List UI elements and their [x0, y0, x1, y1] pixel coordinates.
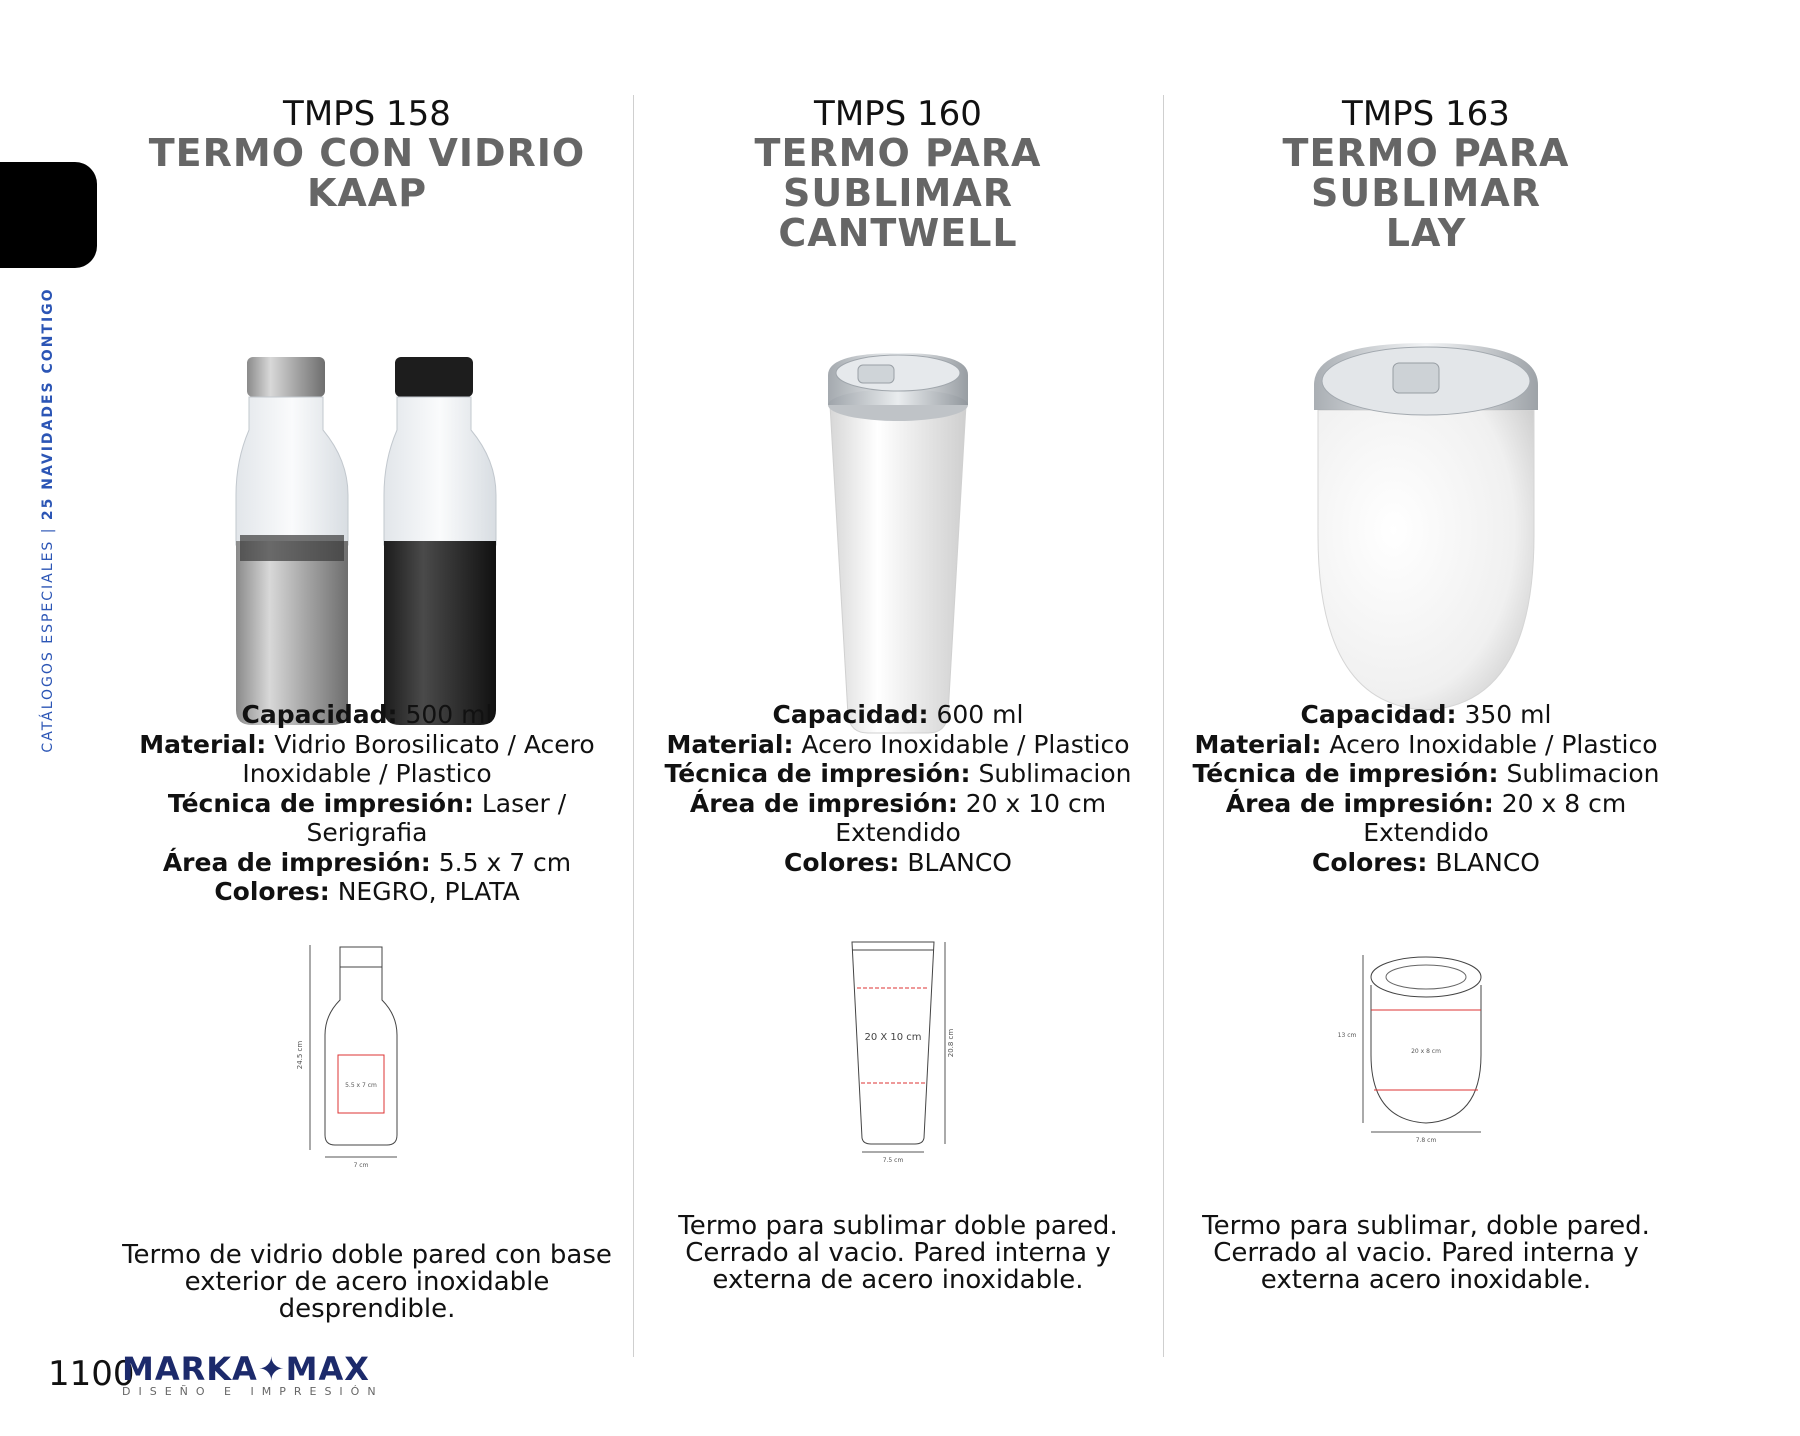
- product-description: Termo para sublimar doble pared. Cerrado al vacio. Pared interna y externa de acero inoxidable.: [678, 1211, 1118, 1295]
- spec-print-area: Área de impresión: 5.5 x 7 cm: [162, 847, 572, 877]
- spec-list: [643, 700, 1153, 877]
- drawing-width-label: 7.5 cm: [882, 1157, 904, 1164]
- drawing-height-label: 13 cm: [1337, 1032, 1357, 1039]
- product-name-line1: TERMO PARA SUBLIMAR: [1282, 131, 1570, 215]
- product-photo: [112, 245, 622, 755]
- section-label-bold: 25 NAVIDADES CONTIGO: [40, 287, 56, 521]
- product-card-tmps-158: [112, 95, 622, 1355]
- product-name-line1: TERMO PARA SUBLIMAR: [754, 131, 1042, 215]
- spec-capacity: Capacidad: 350 ml: [1300, 700, 1552, 729]
- spec-colors: Colores: BLANCO: [1312, 847, 1540, 877]
- product-name-line2: LAY: [1385, 211, 1467, 255]
- spec-technique: Técnica de impresión: Sublimacion: [664, 759, 1132, 788]
- drawing-width-label: 7 cm: [353, 1162, 369, 1169]
- side-tab: [0, 162, 97, 268]
- product-name-line2: KAAP: [306, 171, 428, 215]
- spec-colors: Colores: BLANCO: [784, 847, 1012, 877]
- spec-capacity: Capacidad: 500 ml: [241, 700, 493, 729]
- product-name-line2: CANTWELL: [778, 211, 1018, 255]
- product-code: TMPS 160: [814, 94, 982, 134]
- spec-print-area: Área de impresión: 20 x 10 cm Extendido: [689, 788, 1107, 847]
- product-description: Termo de vidrio doble pared con base exterior de acero inoxidable desprendible.: [122, 1240, 612, 1324]
- logo-text: MARKA✦MAX: [122, 1350, 370, 1388]
- product-code: TMPS 163: [1342, 94, 1510, 134]
- drawing-height-label: 24.5 cm: [296, 1040, 304, 1070]
- column-divider: [633, 95, 634, 1357]
- drawing-area-label: 20 x 8 cm: [1411, 1048, 1441, 1055]
- product-name-line1: TERMO CON VIDRIO: [148, 131, 586, 175]
- page-number: 1100: [48, 1354, 135, 1394]
- drawing-area-label: 20 X 10 cm: [864, 1032, 922, 1043]
- product-photo: [1171, 245, 1681, 755]
- spec-colors: Colores: NEGRO, PLATA: [214, 877, 520, 906]
- spec-material: Material: Acero Inoxidable / Plastico: [666, 729, 1130, 759]
- drawing-area-label: 5.5 x 7 cm: [345, 1082, 377, 1089]
- product-description: Termo para sublimar, doble pared. Cerrado al vacio. Pared interna y externa acero inoxidable.: [1202, 1211, 1650, 1295]
- spec-material: Material: Acero Inoxidable / Plastico: [1194, 729, 1658, 759]
- drawing-width-label: 7.8 cm: [1415, 1137, 1437, 1144]
- product-code: TMPS 158: [283, 94, 451, 134]
- technical-drawing: [1171, 945, 1681, 1145]
- section-label-plain: CATÁLOGOS ESPECIALES |: [40, 520, 56, 753]
- spec-material: Material: Vidrio Borosilicato / Acero Inoxidable / Plastico: [139, 729, 595, 788]
- spec-capacity: Capacidad: 600 ml: [772, 700, 1024, 729]
- technical-drawing: [643, 928, 1153, 1164]
- spec-print-area: Área de impresión: 20 x 8 cm Extendido: [1225, 788, 1627, 847]
- spec-technique: Técnica de impresión: Sublimacion: [1192, 759, 1660, 788]
- technical-drawing: [112, 935, 622, 1169]
- spec-list: [1171, 700, 1681, 877]
- product-card-tmps-160: [643, 95, 1153, 1355]
- spec-technique: Técnica de impresión: Laser / Serigrafia: [167, 788, 567, 847]
- logo-subtitle: DISEÑO E IMPRESIÓN: [122, 1385, 384, 1398]
- spec-list: [112, 700, 622, 907]
- section-label: [40, 287, 56, 752]
- brand-logo: [122, 1352, 384, 1398]
- column-divider: [1163, 95, 1164, 1357]
- product-photo: [643, 245, 1153, 755]
- drawing-height-label: 20.8 cm: [947, 1028, 955, 1058]
- product-card-tmps-163: [1171, 95, 1681, 1355]
